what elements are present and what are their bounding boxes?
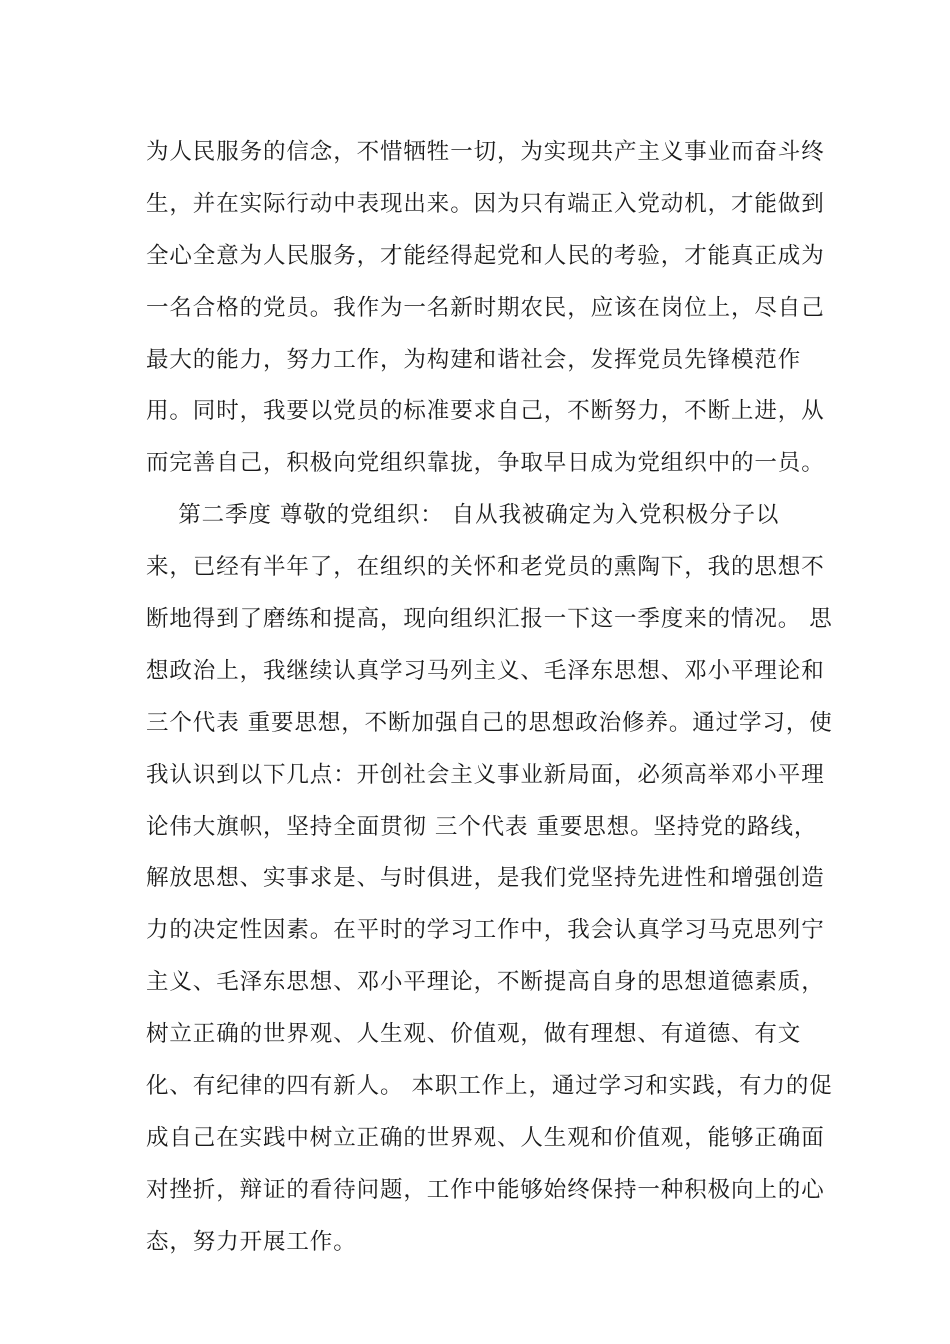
text-line: 想政治上，我继续认真学习马列主义、毛泽东思想、邓小平理论和 [146,657,825,684]
text-line: 第二季度 尊敬的党组织： 自从我被确定为入党积极分子以 [146,502,780,529]
text-line: 态，努力开展工作。 [146,1228,357,1255]
text-line: 我认识到以下几点：开创社会主义事业新局面，必须高举邓小平理 [146,761,825,788]
text-line: 论伟大旗帜，坚持全面贯彻 三个代表 重要思想。坚持党的路线， [146,813,818,840]
text-line: 一名合格的党员。我作为一名新时期农民，应该在岗位上，尽自己 [146,294,825,321]
text-line: 化、有纪律的四有新人。 本职工作上，通过学习和实践，有力的促 [146,1073,833,1100]
text-line: 用。同时，我要以党员的标准要求自己，不断努力，不断上进，从 [146,398,825,425]
text-line: 成自己在实践中树立正确的世界观、人生观和价值观，能够正确面 [146,1124,825,1151]
text-line: 来，已经有半年了，在组织的关怀和老党员的熏陶下，我的思想不 [146,554,825,581]
body-text [146,127,833,1269]
text-line: 树立正确的世界观、人生观、价值观，做有理想、有道德、有文 [146,1021,802,1048]
text-line: 主义、毛泽东思想、邓小平理论，不断提高自身的思想道德素质， [146,969,825,996]
text-line: 最大的能力，努力工作，为构建和谐社会，发挥党员先锋模范作 [146,346,802,373]
text-line: 为人民服务的信念，不惜牺牲一切，为实现共产主义事业而奋斗终 [146,139,825,165]
text-line: 全心全意为人民服务，才能经得起党和人民的考验，才能真正成为 [146,242,825,269]
text-line: 对挫折，辩证的看待问题，工作中能够始终保持一种积极向上的心 [146,1176,825,1203]
text-line: 而完善自己，积极向党组织靠拢，争取早日成为党组织中的一员。 [146,450,825,477]
text-line: 解放思想、实事求是、与时俱进，是我们党坚持先进性和增强创造 [146,865,825,892]
text-line: 三个代表 重要思想，不断加强自己的思想政治修养。通过学习，使 [146,709,833,736]
text-line: 生，并在实际行动中表现出来。因为只有端正入党动机，才能做到 [146,190,825,217]
text-line: 力的决定性因素。在平时的学习工作中，我会认真学习马克思列宁 [146,917,825,944]
text-line: 断地得到了磨练和提高，现向组织汇报一下这一季度来的情况。 思 [146,606,833,633]
